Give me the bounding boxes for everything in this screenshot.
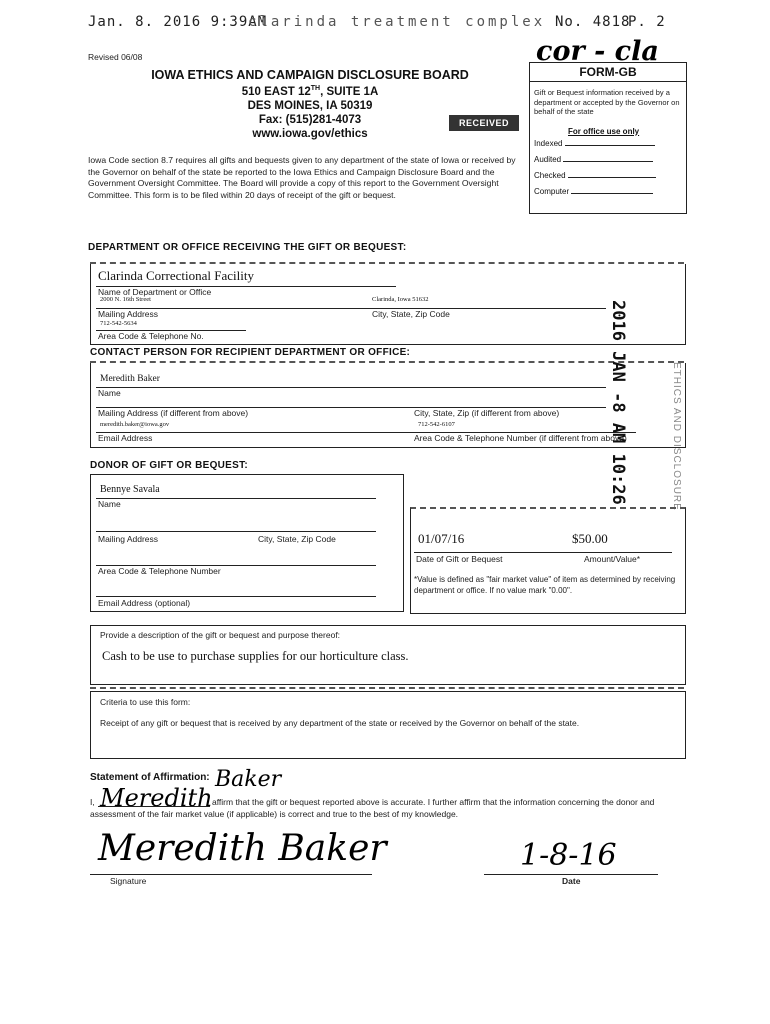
received-date-stamp: 2016 JAN -8 AM 10:26 xyxy=(608,300,628,505)
computer-field: Computer xyxy=(534,184,682,200)
gift-amount-label: Amount/Value* xyxy=(584,554,641,564)
form-gb-box xyxy=(529,62,687,214)
gift-date-value: 01/07/16 xyxy=(418,531,465,546)
criteria-text: Receipt of any gift or bequest that is received by any department of the state or received by the Governor on behalf of the state. xyxy=(100,718,580,728)
gift-date-label: Date of Gift or Bequest xyxy=(416,554,503,564)
fax-sender: clarinda treatment complex xyxy=(248,14,546,30)
description-value: Cash to be use to purchase supplies for our horticulture class. xyxy=(102,649,409,663)
ethics-stamp: ETHICS AND DISCLOSURE xyxy=(671,362,682,511)
form-gb-title: FORM-GB xyxy=(530,63,686,82)
gift-value-note: *Value is defined as "fair market value" of item as determined by receiving department or office. If no value mark "0.00". xyxy=(414,575,676,595)
department-phone-label: Area Code & Telephone No. xyxy=(98,331,204,341)
affirmation-text-1: affirm that the gift or bequest reported above is accurate. I further affirm that the information concerning the donor and xyxy=(212,797,655,807)
contact-mailing-label: Mailing Address (if different from above) xyxy=(98,408,249,418)
donor-heading: DONOR OF GIFT OR BEQUEST: xyxy=(90,460,249,471)
board-title: IOWA ETHICS AND CAMPAIGN DISCLOSURE BOARD xyxy=(151,68,469,82)
board-address: 510 EAST 12TH, SUITE 1A xyxy=(241,85,379,98)
department-phone-value: 712-542-5634 xyxy=(100,320,137,327)
description-label: Provide a description of the gift or bequest and purpose thereof: xyxy=(100,630,341,640)
board-city: DES MOINES, IA 50319 xyxy=(247,99,373,112)
contact-email-label: Email Address xyxy=(98,433,153,443)
department-name-value: Clarinda Correctional Facility xyxy=(98,268,254,283)
intro-paragraph: Iowa Code section 8.7 requires all gifts and bequests given to any department of the state of Iowa or received by the Governor on behalf of the state be reported to the Iowa Ethics and Campaign Disclosure Board and the Government Oversight Committee. The Board will provide a copy of this report to the Government Oversight Committee. This form is to be filed within 20 days of receipt of the gift or bequest. xyxy=(88,155,516,200)
signature-value: Meredith Baker xyxy=(98,828,387,869)
affirmation-i: I, xyxy=(90,797,95,807)
department-name-label: Name of Department or Office xyxy=(98,287,212,297)
contact-name-label: Name xyxy=(98,388,121,398)
gift-amount-value: $50.00 xyxy=(572,531,608,546)
department-street-value: 2000 N. 16th Street xyxy=(100,296,151,303)
donor-phone-label: Area Code & Telephone Number xyxy=(98,566,221,576)
fax-number: No. 4818 xyxy=(555,14,631,30)
handwritten-surname: Baker xyxy=(215,767,282,792)
checked-field: Checked xyxy=(534,168,682,184)
contact-phone-value: 712-542-6107 xyxy=(418,421,455,428)
board-header xyxy=(120,68,500,141)
date-value: 1-8-16 xyxy=(520,838,617,873)
donor-name-value: Bennye Savala xyxy=(100,484,160,495)
donor-city-label: City, State, Zip Code xyxy=(258,534,336,544)
contact-email-value: meredith.baker@iowa.gov xyxy=(100,421,170,428)
office-use-label: For office use only xyxy=(568,126,640,136)
signature-label: Signature xyxy=(110,876,147,886)
donor-mailing-label: Mailing Address xyxy=(98,534,159,544)
indexed-field: Indexed xyxy=(534,136,682,152)
department-city-value: Clarinda, Iowa 51632 xyxy=(372,296,429,303)
donor-name-label: Name xyxy=(98,499,121,509)
affirmation-text-2: assessment of the fair market value (if applicable) is correct and true to the best of my knowledge. xyxy=(90,809,459,819)
department-mailing-label: Mailing Address xyxy=(98,309,159,319)
fax-page: P. 2 xyxy=(628,14,666,30)
contact-city-label: City, State, Zip (if different from above) xyxy=(414,408,560,418)
received-stamp: RECEIVED xyxy=(449,115,519,131)
department-city-label: City, State, Zip Code xyxy=(372,309,450,319)
office-use-fields xyxy=(530,136,686,200)
donor-email-label: Email Address (optional) xyxy=(98,598,191,608)
affirmation-heading: Statement of Affirmation: xyxy=(90,772,210,783)
department-heading: DEPARTMENT OR OFFICE RECEIVING THE GIFT OR BEQUEST: xyxy=(88,242,407,253)
contact-name-value: Meredith Baker xyxy=(100,374,160,384)
criteria-label: Criteria to use this form: xyxy=(100,697,191,707)
date-label: Date xyxy=(562,876,581,886)
audited-field: Audited xyxy=(534,152,682,168)
fax-datetime: Jan. 8. 2016 9:39AM xyxy=(88,14,268,30)
board-fax: Fax: (515)281-4073 xyxy=(258,113,362,126)
board-website: www.iowa.gov/ethics xyxy=(252,127,368,140)
revised-date: Revised 06/08 xyxy=(88,52,143,62)
form-gb-description: Gift or Bequest information received by a department or accepted by the Governor on behalf of the state xyxy=(534,88,680,116)
contact-phone-label: Area Code & Telephone Number (if different from above) xyxy=(414,433,627,443)
handwritten-code: cor - cla xyxy=(536,36,659,67)
handwritten-name: Meredith xyxy=(100,784,213,812)
contact-heading: CONTACT PERSON FOR RECIPIENT DEPARTMENT OR OFFICE: xyxy=(90,347,411,358)
